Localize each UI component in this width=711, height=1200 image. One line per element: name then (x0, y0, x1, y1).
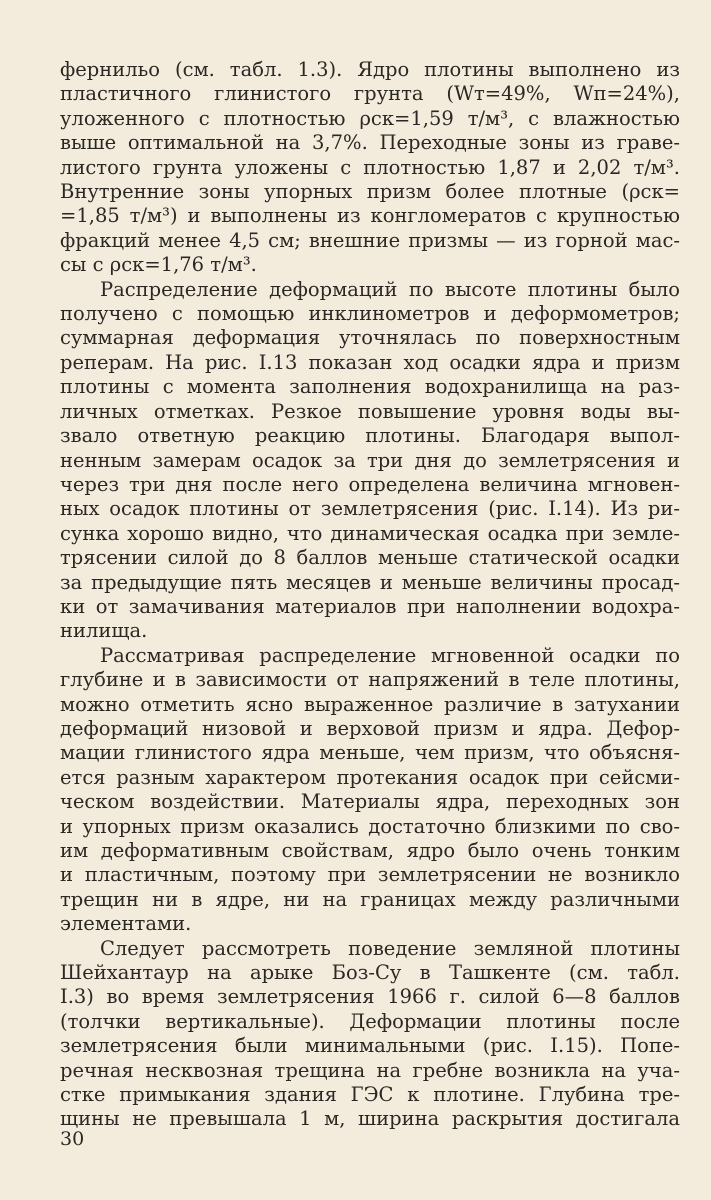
text-line: речная несквозная трещина на гребне возникла на уча- (60, 1058, 680, 1082)
text-line: деформаций низовой и верховой призм и ядра. Дефор- (60, 716, 680, 740)
text-line: им деформативным свойствам, ядро было очень тонким (60, 839, 680, 862)
text-line: можно отметить ясно выраженное различие в затухании (60, 692, 680, 716)
text-line: получено с помощью инклинометров и деформометров; (60, 302, 680, 326)
text-line: суммарная деформация уточнялась по поверхностным (60, 326, 680, 350)
text-line: сунка хорошо видно, что динамическая осадка при земле- (60, 521, 680, 545)
text-line: трещин ни в ядре, ни на границах между различными (60, 887, 680, 911)
text-line: стке примыкания здания ГЭС к плотине. Глубина тре- (60, 1083, 680, 1107)
text-line: ненным замерам осадок за три дня до землетрясения и (60, 448, 680, 472)
text-line: через три дня после него определена величина мгновен- (60, 472, 680, 496)
text-line: элементами. (60, 912, 192, 936)
text-line: Следует рассмотреть поведение земляной плотины (100, 936, 680, 960)
text-line: выше оптимальной на 3,7%. Переходные зоны из граве- (60, 131, 680, 155)
text-line: уложенного с плотностью ρск=1,59 т/м³, с влажностью (60, 106, 680, 130)
text-line: фернильо (см. табл. 1.3). Ядро плотины выполнено из (60, 58, 680, 81)
paragraph (60, 644, 680, 937)
text-line: личных отметках. Резкое повышение уровня воды вы- (60, 399, 680, 423)
text-line: сы с ρск=1,76 т/м³. (60, 253, 257, 277)
paragraph (60, 58, 680, 278)
text-line: звало ответную реакцию плотины. Благодаря выпол- (60, 424, 680, 448)
text-line: трясении силой до 8 баллов меньше статической осадки (60, 546, 680, 570)
text-line: за предыдущие пять месяцев и меньше величины просад- (60, 570, 680, 594)
text-line: ки от замачивания материалов при наполнении водохра- (60, 594, 680, 618)
text-line: Рассматривая распределение мгновенной осадки по (100, 643, 680, 667)
text-line: ческом воздействии. Материалы ядра, переходных зон (60, 790, 680, 814)
text-line: Внутренние зоны упорных призм более плотные (ρск= (60, 180, 680, 204)
paragraph (60, 278, 680, 644)
text-line: фракций менее 4,5 см; внешние призмы — из горной мас- (60, 228, 680, 252)
text-line: ется разным характером протекания осадок при сейсми- (60, 765, 680, 789)
text-line: глубине и в зависимости от напряжений в теле плотины, (60, 668, 680, 692)
text-line: реперам. На рис. I.13 показан ход осадки ядра и призм (60, 350, 680, 374)
text-line: и пластичным, поэтому при землетрясении не возникло (60, 863, 680, 887)
page-number: 30 (60, 1128, 85, 1150)
body-text (60, 58, 680, 1132)
text-line: =1,85 т/м³) и выполнены из конгломератов с крупностью (60, 204, 680, 228)
text-line: (толчки вертикальные). Деформации плотины после (60, 1009, 680, 1033)
text-line: плотины с момента заполнения водохранилища на раз- (60, 375, 680, 399)
text-line: листого грунта уложены с плотностью 1,87 и 2,02 т/м³. (60, 155, 680, 179)
text-line: землетрясения были минимальными (рис. I.15). Попе- (60, 1034, 680, 1058)
text-line: и упорных призм оказались достаточно близкими по сво- (60, 814, 680, 838)
text-line: мации глинистого ядра меньше, чем призм, что объясня- (60, 741, 680, 765)
text-line: Распределение деформаций по высоте плотины было (100, 277, 680, 301)
paragraph (60, 937, 680, 1132)
text-line: щины не превышала 1 м, ширина раскрытия достигала (60, 1107, 680, 1131)
text-line: пластичного глинистого грунта (Wт=49%, Wп=24%), (60, 82, 680, 106)
text-line: Шейхантаур на арыке Боз-Су в Ташкенте (см. табл. (60, 961, 680, 985)
text-line: I.3) во время землетрясения 1966 г. силой 6—8 баллов (60, 985, 680, 1009)
text-line: нилища. (60, 619, 148, 643)
text-line: ных осадок плотины от землетрясения (рис. I.14). Из ри- (60, 497, 680, 521)
